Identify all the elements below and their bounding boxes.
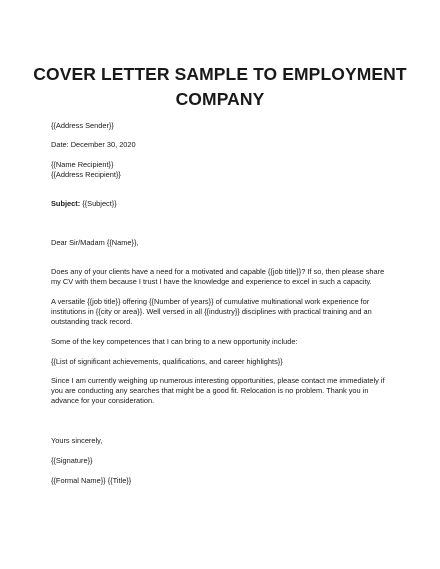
name-recipient: {{Name Recipient}}: [51, 160, 114, 169]
paragraph-achievements: {{List of significant achievements, qualifications, and career highlights}}: [51, 357, 283, 366]
date-line: Date: December 30, 2020: [51, 140, 136, 149]
salutation: Dear Sir/Madam {{Name}},: [51, 238, 139, 247]
subject-line: [51, 199, 117, 209]
address-sender: {{Address Sender}}: [51, 121, 114, 130]
paragraph-closing-remarks: Since I am currently weighing up numerous interesting opportunities, please contact me immediately if you are conducting any searches that might be a good fit. Relocation is no problem. Thank you in advance for your consideration.: [51, 376, 385, 406]
formal-name: {{Formal Name}} {{Title}}: [51, 476, 132, 485]
subject-label: Subject:: [51, 199, 81, 208]
subject-value: {{Subject}}: [80, 199, 117, 208]
page-title: COVER LETTER SAMPLE TO EMPLOYMENT COMPANY: [33, 64, 407, 109]
paragraph-competences: Some of the key competences that I can bring to a new opportunity include:: [51, 337, 298, 346]
signature: {{Signature}}: [51, 456, 93, 465]
paragraph-intro: Does any of your clients have a need for a motivated and capable {{job title}}? If so, then please share my CV with them because I trust I have the knowledge and experience to excel in such a capacity.: [51, 267, 385, 287]
address-recipient: {{Address Recipient}}: [51, 170, 121, 179]
paragraph-experience: A versatile {{job title}} offering {{Number of years}} of cumulative multinational work experience for institutions in {{city or area}}. Well versed in all {{industry}} disciplines with practical training and an outstanding track record.: [51, 297, 372, 327]
closing: Yours sincerely,: [51, 436, 103, 445]
